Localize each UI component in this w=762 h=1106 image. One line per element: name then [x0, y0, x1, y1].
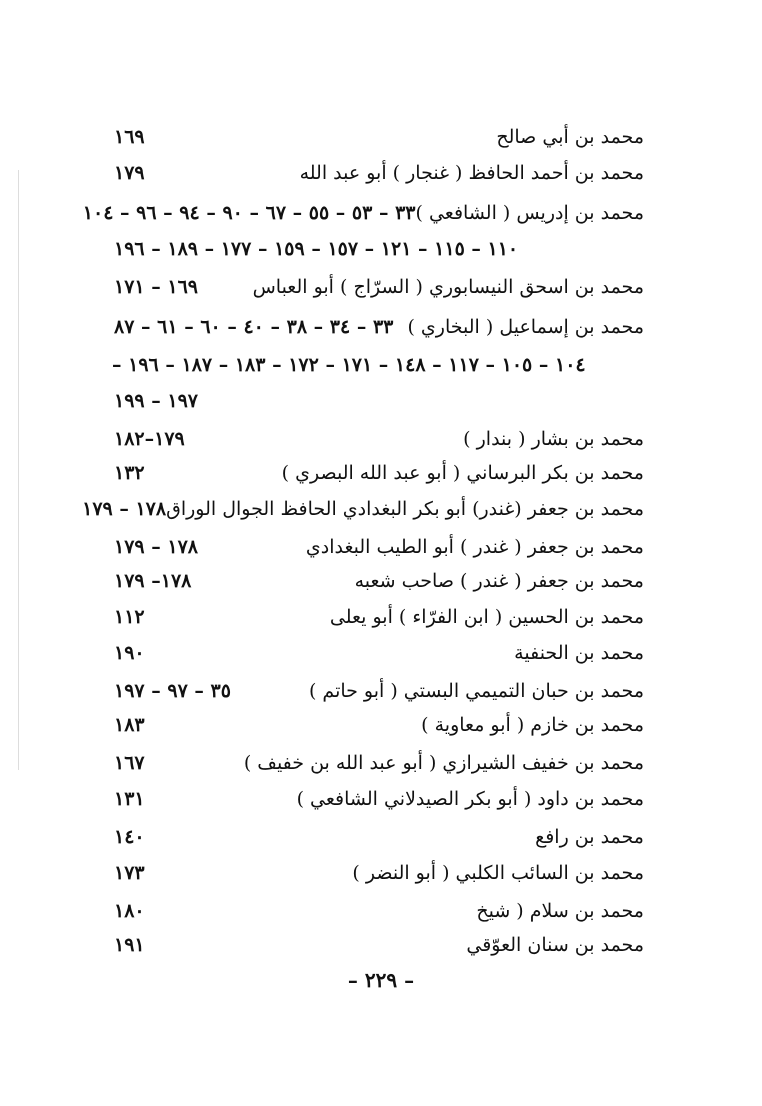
index-entry — [114, 424, 644, 454]
index-entry — [114, 532, 644, 562]
entry-name: محمد بن جعفر (غندر) أبو بكر البغدادي الحافظ الجوال الوراق — [166, 498, 644, 520]
entry-name: محمد بن الحسين ( ابن الفرّاء ) أبو يعلى — [329, 606, 644, 628]
entry-name: محمد بن بكر البرساني ( أبو عبد الله البصري ) — [281, 462, 644, 484]
entry-pages: ١٧٩–١٨٢ — [114, 428, 185, 450]
entry-pages: ١٧٩ — [114, 162, 145, 184]
entry-name: محمد بن رافع — [535, 826, 644, 848]
entry-pages: ١٩٧ – ١٩٩ — [114, 390, 198, 412]
index-entry — [114, 122, 644, 152]
entry-pages: ١٧٣ — [114, 862, 145, 884]
index-entry-continuation — [114, 386, 644, 416]
entry-name: محمد بن سنان العوّقي — [466, 934, 644, 956]
entry-pages: ١٨٣ — [114, 714, 145, 736]
entry-pages: ٣٣ – ٥٣ – ٥٥ – ٦٧ – ٩٠ – ٩٤ – ٩٦ – ١٠٤ — [82, 202, 416, 224]
entry-pages: ٣٥ – ٩٧ – ١٩٧ — [114, 680, 231, 702]
entry-name: محمد بن خفيف الشيرازي ( أبو عبد الله بن خفيف ) — [243, 752, 644, 774]
entry-name: محمد بن داود ( أبو بكر الصيدلاني الشافعي ) — [296, 788, 644, 810]
entry-name: محمد بن جعفر ( غندر ) صاحب شعبه — [354, 570, 644, 592]
entry-pages: ٣٣ – ٣٤ – ٣٨ – ٤٠ – ٦٠ – ٦١ – ٨٧ — [114, 316, 394, 338]
index-entry — [114, 272, 644, 302]
index-entry-continuation — [114, 234, 644, 264]
entry-pages: ١٠٤ – ١٠٥ – ١١٧ – ١٤٨ – ١٧١ – ١٧٢ – ١٨٣ – ١٨٧ – ١٩٦ – — [112, 354, 586, 376]
index-entry — [114, 858, 644, 888]
index-entry — [114, 710, 644, 740]
entry-pages: ١٣١ — [114, 788, 145, 810]
entry-pages: ١٦٩ – ١٧١ — [114, 276, 198, 298]
entry-pages: ١٦٧ — [114, 752, 145, 774]
entry-name: محمد بن إدريس ( الشافعي ) — [415, 202, 644, 224]
entry-name: محمد بن أحمد الحافظ ( غنجار ) أبو عبد الله — [299, 162, 644, 184]
index-entry — [114, 312, 644, 342]
entry-name: محمد بن إسماعيل ( البخاري ) — [407, 316, 644, 338]
entry-pages: ١١٢ — [114, 606, 145, 628]
index-entry — [114, 158, 644, 188]
index-entry-continuation — [112, 350, 644, 380]
index-entry — [114, 458, 644, 488]
entry-pages: ١٩٠ — [114, 642, 145, 664]
index-entry — [82, 494, 644, 524]
entry-name: محمد بن خازم ( أبو معاوية ) — [421, 714, 644, 736]
index-entry — [114, 566, 644, 596]
index-entry — [114, 638, 644, 668]
index-entry — [114, 822, 644, 852]
entry-pages: ١٧٨– ١٧٩ — [114, 570, 192, 592]
entry-pages: ١٣٢ — [114, 462, 145, 484]
entry-pages: ١١٠ – ١١٥ – ١٢١ – ١٥٧ – ١٥٩ – ١٧٧ – ١٨٩ – ١٩٦ — [114, 238, 519, 260]
index-entry — [114, 930, 644, 960]
index-entry — [114, 676, 644, 706]
entry-pages: ١٦٩ — [114, 126, 145, 148]
entry-name: محمد بن جعفر ( غندر ) أبو الطيب البغدادي — [305, 536, 644, 558]
entry-name: محمد بن سلام ( شيخ — [476, 900, 644, 922]
index-entry — [114, 748, 644, 778]
index-entry — [114, 602, 644, 632]
entry-pages: ١٩١ — [114, 934, 145, 956]
entry-pages: ١٤٠ — [114, 826, 145, 848]
entry-name: محمد بن الحنفية — [514, 642, 644, 664]
entry-name: محمد بن بشار ( بندار ) — [463, 428, 644, 450]
entry-name: محمد بن اسحق النيسابوري ( السرّاج ) أبو العباس — [252, 276, 644, 298]
index-entry — [114, 784, 644, 814]
entry-pages: ١٧٨ – ١٧٩ — [82, 498, 167, 520]
entry-name: محمد بن حبان التميمي البستي ( أبو حاتم ) — [308, 680, 644, 702]
entry-pages: ١٧٨ – ١٧٩ — [114, 536, 198, 558]
scan-edge-line — [18, 170, 19, 770]
page-number: – ٢٢٩ – — [347, 968, 415, 992]
entry-name: محمد بن السائب الكلبي ( أبو النضر ) — [352, 862, 644, 884]
index-entry — [114, 896, 644, 926]
entry-name: محمد بن أبي صالح — [496, 126, 644, 148]
index-entry — [82, 198, 644, 228]
entry-pages: ١٨٠ — [114, 900, 145, 922]
